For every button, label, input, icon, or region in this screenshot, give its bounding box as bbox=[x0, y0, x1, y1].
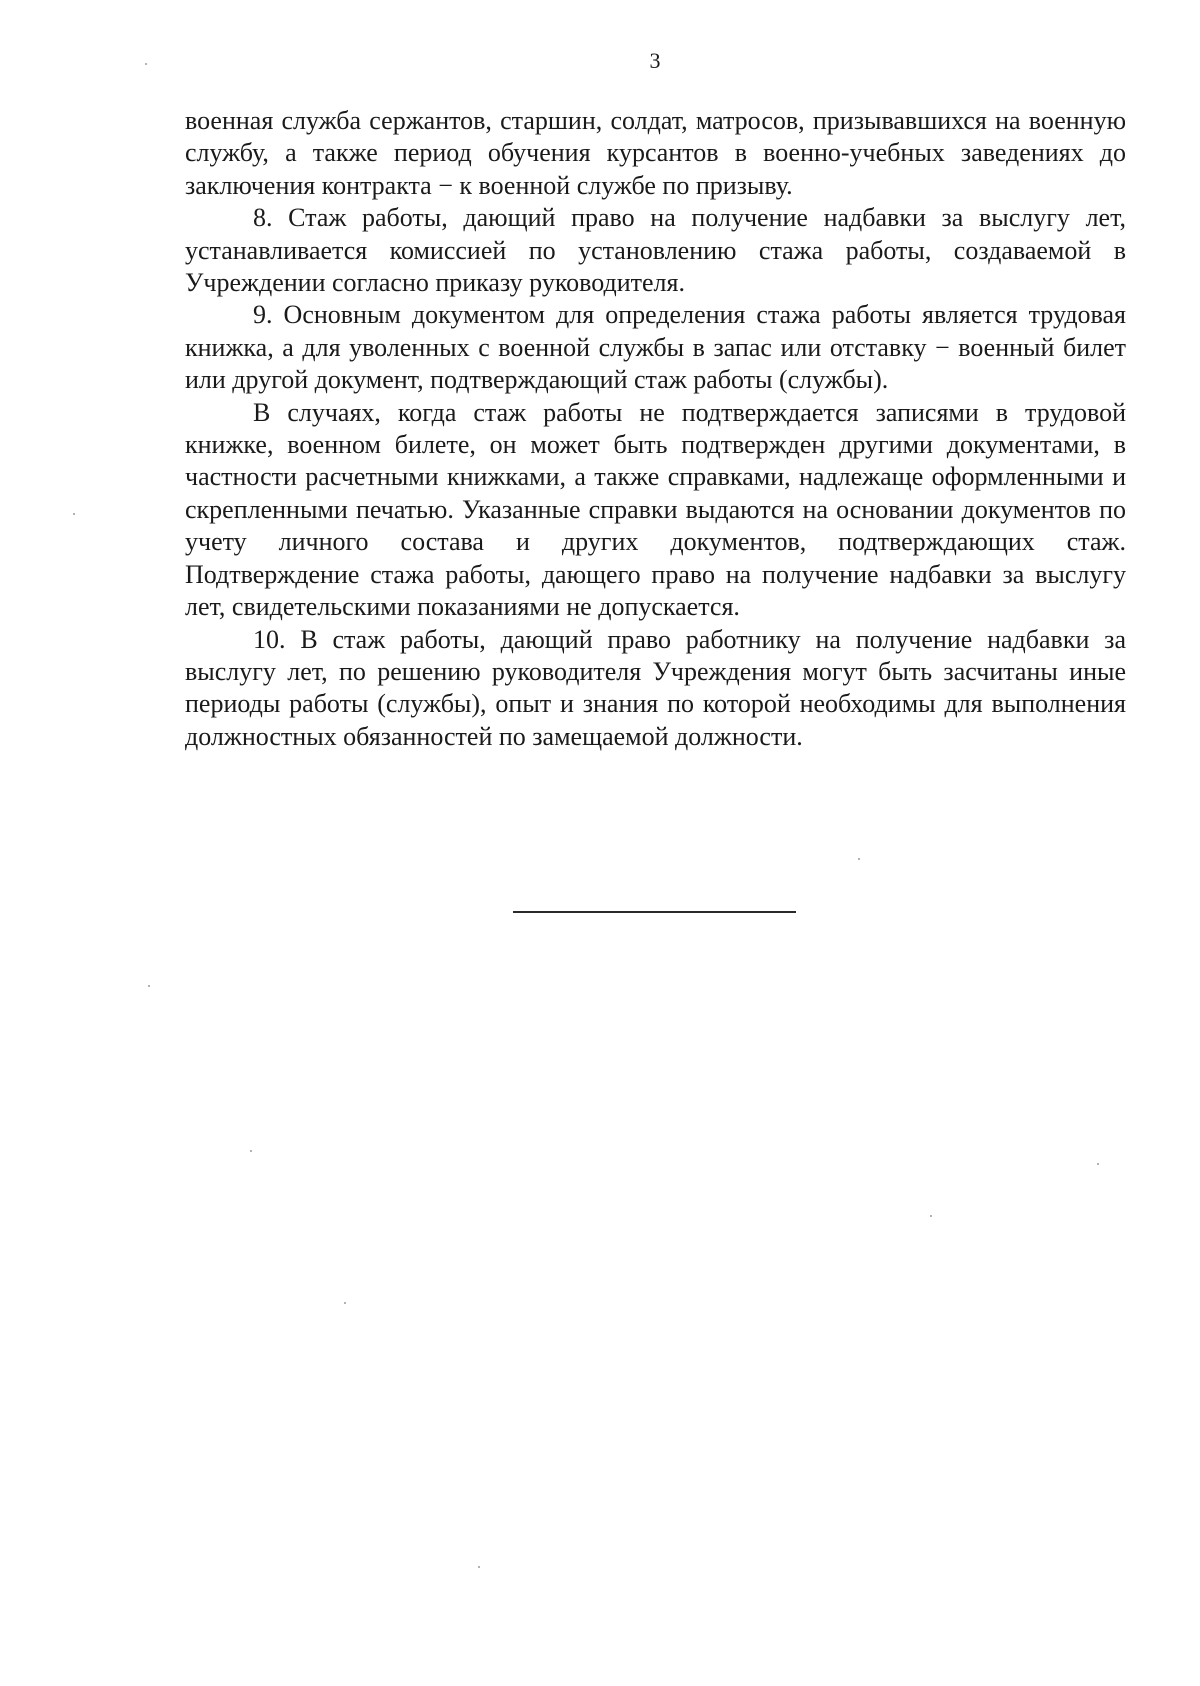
scan-speck bbox=[478, 1566, 480, 1568]
scan-speck bbox=[858, 858, 860, 860]
page-number: 3 bbox=[649, 48, 661, 73]
paragraph-continuation: военная служба сержантов, старшин, солдат, матросов, призывавшихся на военную службу, а также период обучения курсантов в военно-учебных заведениях до заключения контракта − к военной службе по призыву. bbox=[185, 106, 1126, 200]
scan-speck bbox=[73, 513, 75, 515]
document-body bbox=[185, 105, 1126, 753]
scan-speck bbox=[148, 985, 150, 987]
paragraph-item-8: 8. Стаж работы, дающий право на получение надбавки за выслугу лет, устанавливается комиссией по установлению стажа работы, создаваемой в Учреждении согласно приказу руководителя. bbox=[185, 203, 1126, 298]
scan-speck bbox=[930, 1215, 932, 1217]
scan-speck bbox=[250, 1150, 252, 1152]
paragraph-item-10: 10. В стаж работы, дающий право работнику на получение надбавки за выслугу лет, по решению руководителя Учреждения могут быть засчитаны иные периоды работы (службы), опыт и знания по которой необходимы для выполнения должностных обязанностей по замещаемой должности. bbox=[185, 624, 1126, 751]
scan-speck bbox=[145, 63, 147, 65]
paragraph-item-9: 9. Основным документом для определения стажа работы является трудовая книжка, а для уволенных с военной службы в запас или отставку − военный билет или другой документ, подтверждающий стаж работы (службы). bbox=[185, 300, 1126, 395]
end-of-text-rule bbox=[513, 911, 796, 913]
scan-speck bbox=[344, 1302, 346, 1304]
paragraph-item-9-continuation: В случаях, когда стаж работы не подтверждается записями в трудовой книжке, военном билете, он может быть подтвержден другими документами, в частности расчетными книжками, а также справками, надлежаще оформленными и скрепленными печатью. Указанные справки выдаются на основании документов по учету личного состава и других документов, подтверждающих стаж. Подтверждение стажа работы, дающего право на получение надбавки за выслугу лет, свидетельскими показаниями не допускается. bbox=[185, 397, 1126, 622]
scan-speck bbox=[1097, 1163, 1099, 1165]
